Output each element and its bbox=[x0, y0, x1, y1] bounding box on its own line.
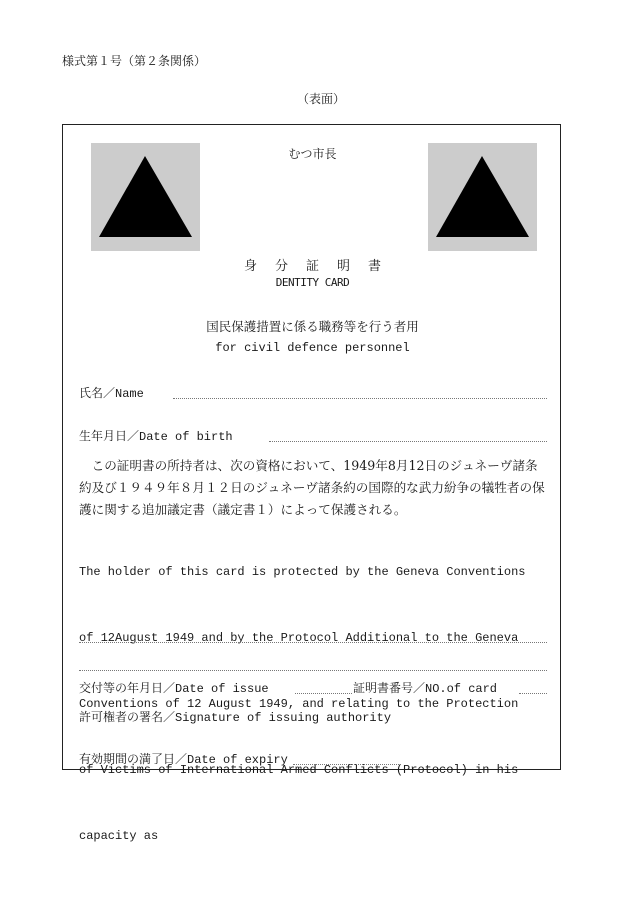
statement-en-line: Conventions of 12 August 1949, and relating to the Protection bbox=[79, 697, 519, 711]
issue-date-field[interactable] bbox=[295, 693, 352, 694]
birth-field[interactable] bbox=[269, 441, 547, 442]
name-field[interactable] bbox=[173, 398, 547, 399]
identity-card bbox=[62, 124, 561, 843]
statement-en-line: of Victims of International Armed Conflicts (Protocol) in his bbox=[79, 763, 519, 777]
card-number-field[interactable] bbox=[519, 693, 547, 694]
card-title-en: DENTITY CARD bbox=[275, 276, 350, 289]
issuer: むつ市長 bbox=[288, 147, 337, 161]
issue-date-label: 交付等の年月日／Date of issue bbox=[79, 682, 269, 696]
card-number-label: 証明書番号／NO.of card bbox=[353, 682, 498, 696]
statement-en bbox=[79, 517, 549, 891]
capacity-field-1[interactable] bbox=[79, 642, 547, 643]
birth-label: 生年月日／Date of birth bbox=[79, 430, 233, 444]
purpose-en: for civil defence personnel bbox=[215, 341, 410, 355]
side-label: （表面） bbox=[297, 92, 346, 106]
expiry-label: 有効期間の満了日／Date of expiry bbox=[79, 753, 288, 767]
statement-en-line: of 12August 1949 and by the Protocol Additional to the Geneva bbox=[79, 631, 519, 645]
signature-label: 許可権者の署名／Signature of issuing authority bbox=[79, 711, 392, 725]
purpose-ja: 国民保護措置に係る職務等を行う者用 bbox=[206, 319, 419, 334]
statement-ja: この証明書の所持者は、次の資格において、1949年8月12日のジュネーヴ諸条約及び１９４９年８月１２日のジュネーヴ諸条約の国際的な武力紛争の犠牲者の保護に関する追加議定書（議定書１）によって保護される。 bbox=[79, 458, 545, 517]
expiry-field[interactable] bbox=[293, 764, 401, 765]
statement-en-line: capacity as bbox=[79, 829, 159, 843]
card-title-ja: 身分証明書 bbox=[243, 259, 399, 274]
statement-en-line: The holder of this card is protected by the Geneva Conventions bbox=[79, 565, 526, 579]
form-number: 様式第１号（第２条関係） bbox=[62, 54, 207, 68]
name-label: 氏名／Name bbox=[79, 387, 144, 401]
capacity-field-2[interactable] bbox=[79, 670, 547, 671]
